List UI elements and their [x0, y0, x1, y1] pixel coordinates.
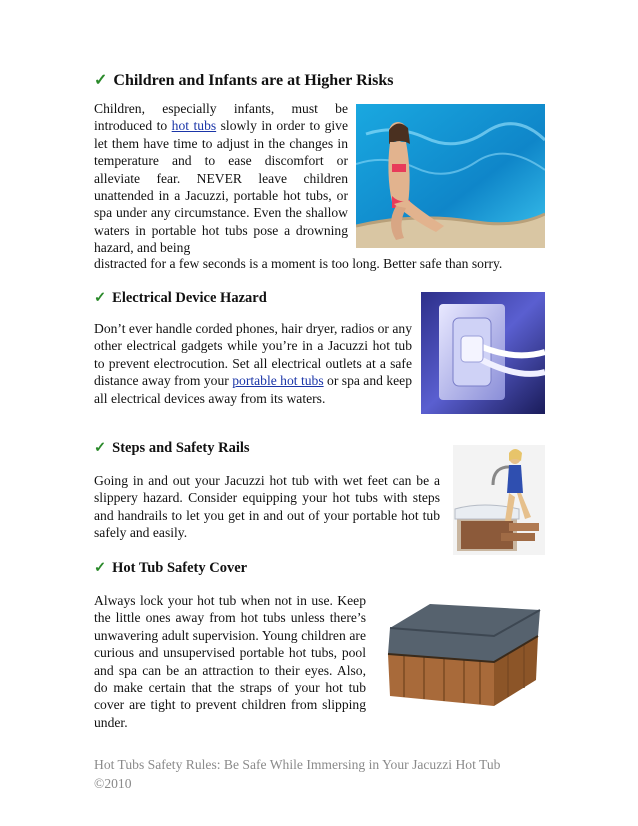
section-heading-steps: ✓ Steps and Safety Rails [94, 440, 250, 456]
section-body-electrical: Don’t ever handle corded phones, hair dryer, radios or any other electrical gadgets while you’re in a Jacuzzi hot tub to prevent electrocution. Set all electrical outlets at a safe distance away from your portable hot tubs or spa and keep all electrical devices away from its waters. [94, 321, 413, 406]
section-body-children: Children, especially infants, must be introduced to hot tubs slowly in order to give let them have time to adjust in the changes in temperature and to ease discomfort or alleviate fear. NEVER leave children unattended in a Jacuzzi, portable hot tubs, or spa under any circumstance. Even the shallow waters in portable hot tubs pose a drowning hazard, and being [94, 101, 348, 256]
section-body-steps: Going in and out your Jacuzzi hot tub with wet feet can be a slippery hazard. Consider equipping your hot tubs with steps and handrails to let you get in and out of your portable hot tub safely and easily. [94, 473, 440, 541]
hot-tub-cover-image [380, 596, 545, 714]
portable-hot-tubs-link[interactable]: portable hot tubs [232, 373, 324, 389]
section-body-children-continued: distracted for a few seconds is a moment is too long. Better safe than sorry. [94, 256, 503, 271]
section-heading-electrical: ✓ Electrical Device Hazard [94, 290, 267, 306]
checkmark-icon: ✓ [94, 290, 107, 306]
checkmark-icon: ✓ [94, 560, 107, 576]
section-body-cover: Always lock your hot tub when not in use. Keep the little ones away from hot tubs unless there’s unwavering adult supervision. Young children are curious and unsupervised portable hot tubs, pool and spa can be an attraction to their eyes. Also, do make certain that the straps of your hot tub cover are tight to prevent children from slipping under. [94, 593, 366, 730]
section-heading-cover: ✓ Hot Tub Safety Cover [94, 560, 248, 576]
electrical-outlet-image [421, 292, 545, 414]
hot-tubs-link[interactable]: hot tubs [171, 118, 217, 134]
footer-copyright: ©2010 [94, 776, 132, 791]
page-footer [94, 755, 544, 793]
footer-title: Hot Tubs Safety Rules: Be Safe While Immersing in Your Jacuzzi Hot Tub [94, 757, 501, 772]
section-heading-children: ✓ Children and Infants are at Higher Risks [94, 72, 394, 89]
checkmark-icon: ✓ [94, 72, 108, 89]
child-at-pool-image [356, 104, 545, 248]
hot-tub-steps-image [453, 445, 545, 555]
checkmark-icon: ✓ [94, 440, 107, 456]
